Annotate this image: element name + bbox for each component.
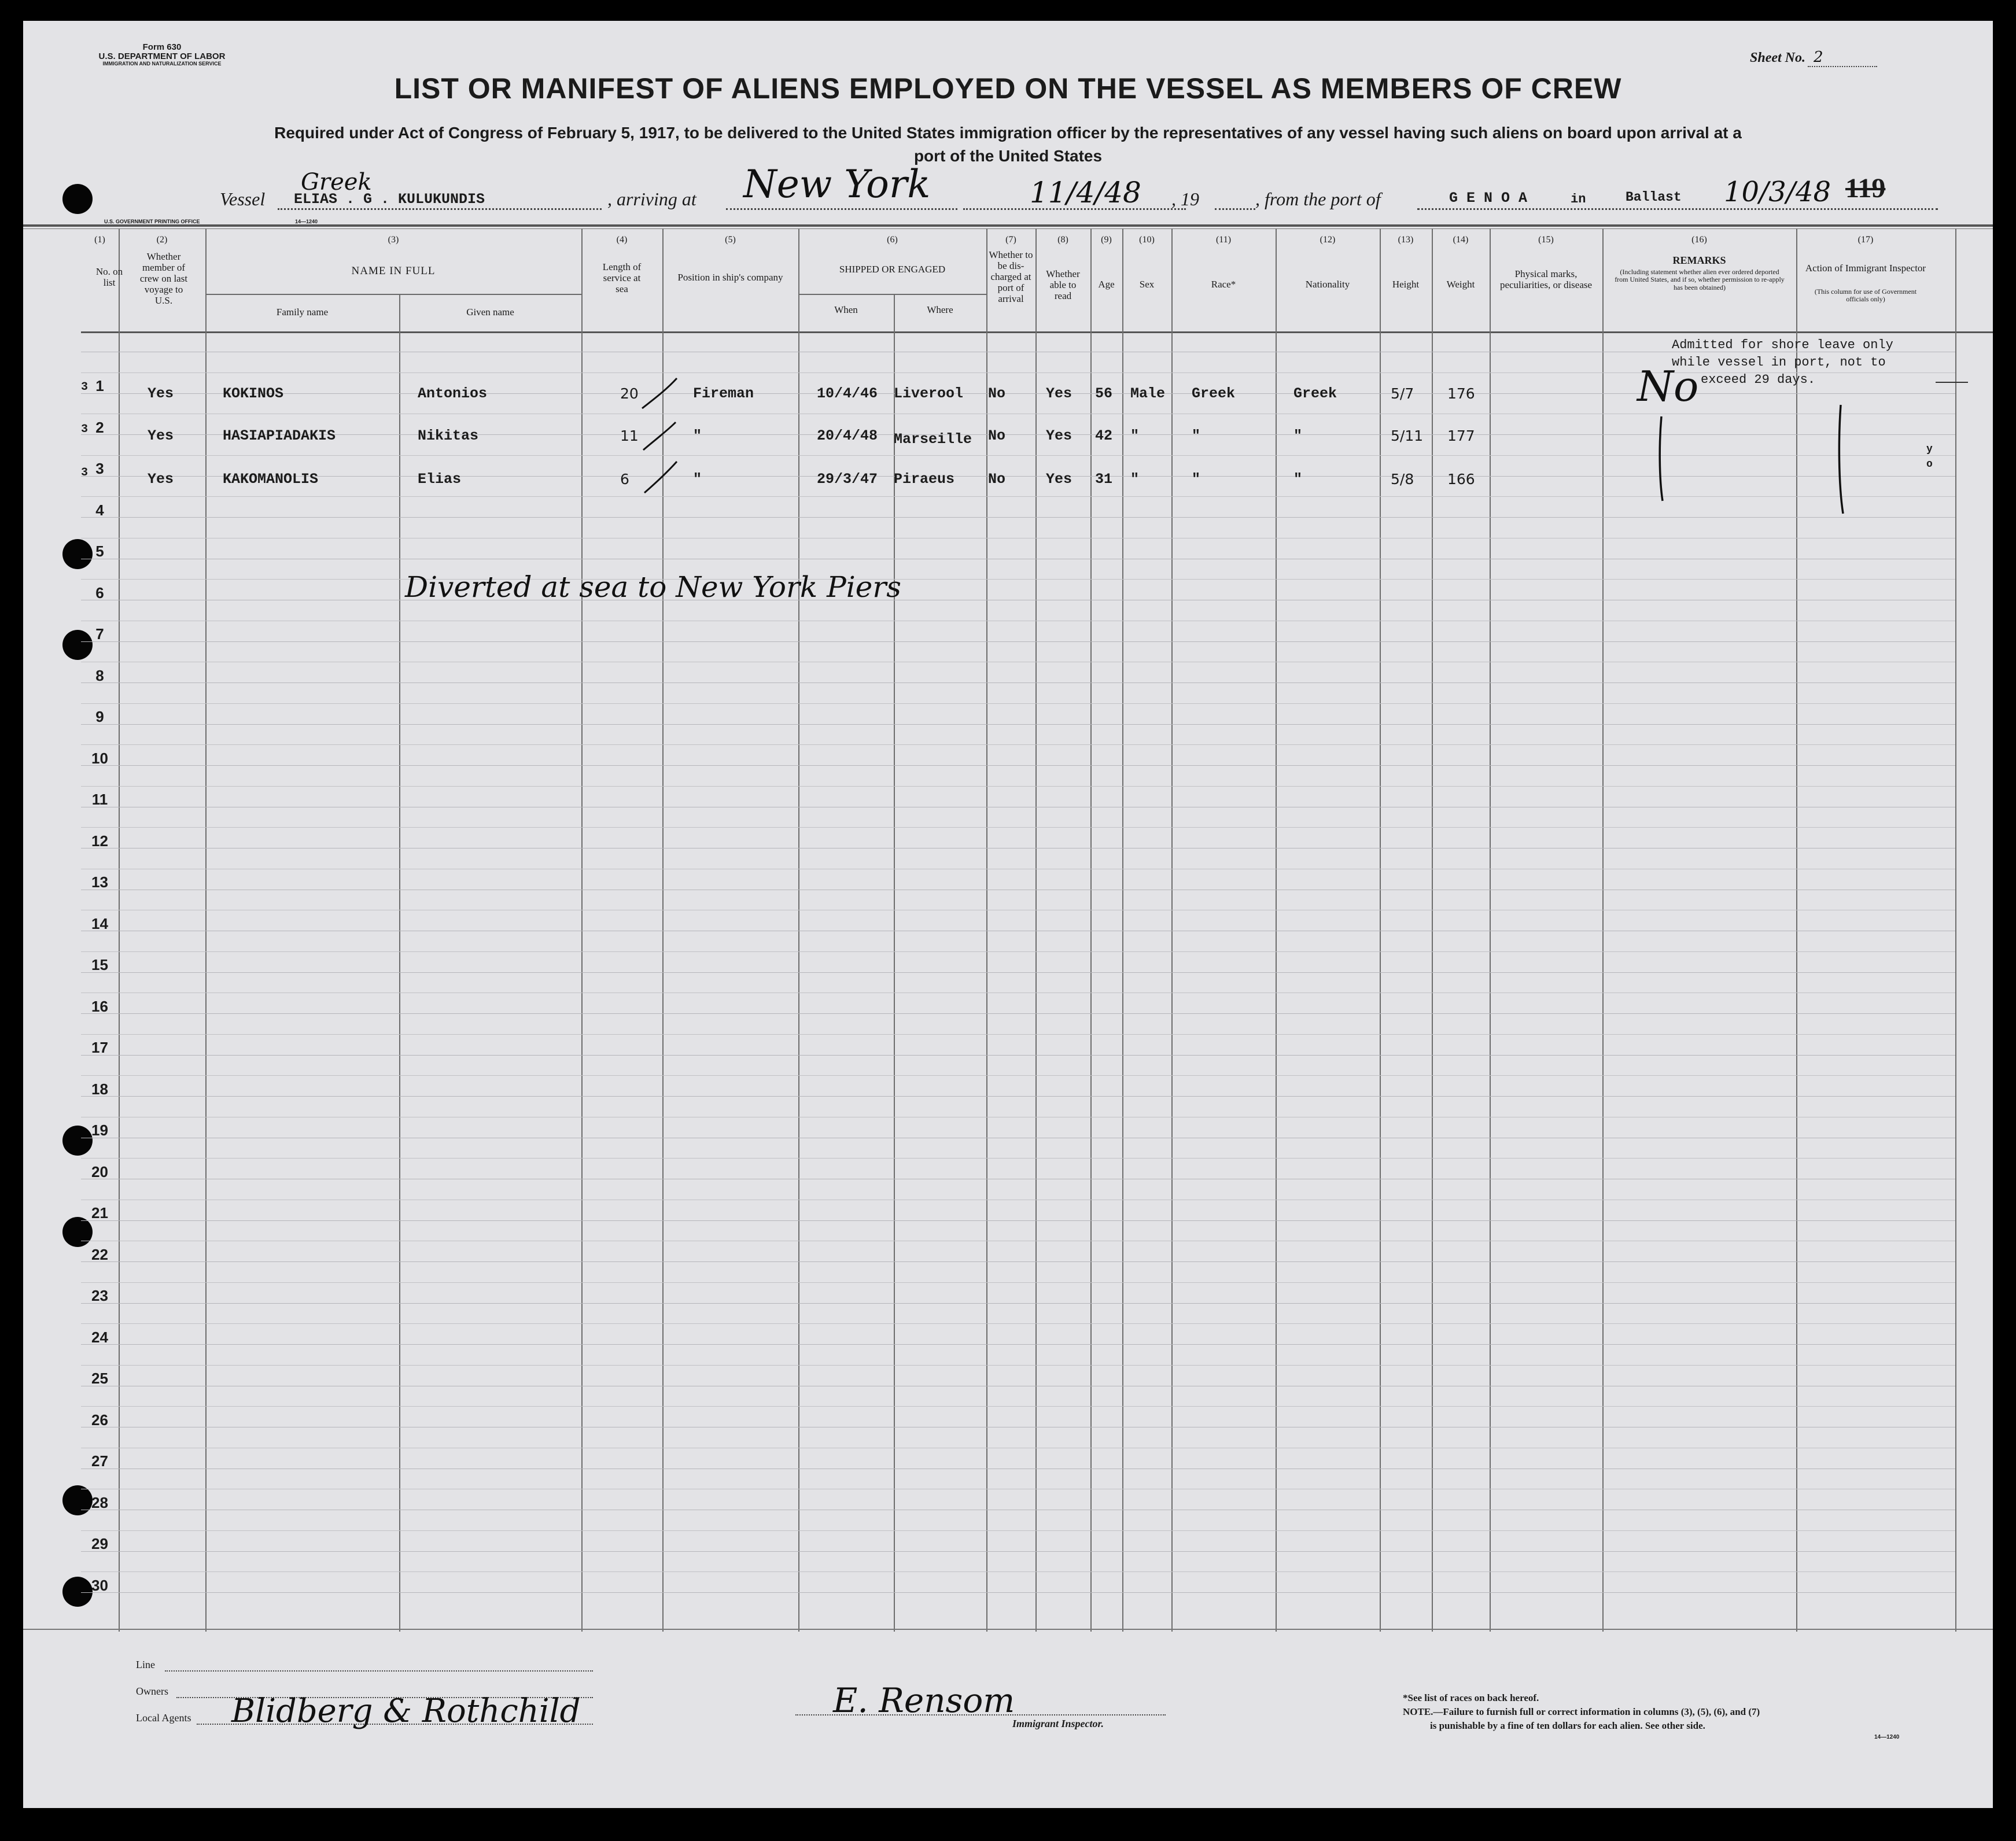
grid-vline [1122, 228, 1123, 1632]
crew-where: Marseille [894, 431, 972, 448]
row-number: 27 [91, 1452, 108, 1470]
row-number: 20 [91, 1163, 108, 1180]
col-sub-family: Family name [276, 307, 329, 318]
crew-service: 20 [620, 385, 639, 402]
crew-position: " [693, 471, 702, 488]
footer-code: 14—1240 [1874, 1734, 1900, 1740]
subtitle-line1: Required under Act of Congress of February 5, 1917, to be delivered to the United States immigration officer by the representatives of any vessel having such aliens on board upon arrival at a [274, 124, 1742, 142]
crew-age: 56 [1095, 385, 1113, 402]
ruled-line [81, 786, 1955, 787]
grid-vline [581, 228, 583, 1632]
crew-given: Elias [418, 471, 462, 488]
crew-sex: " [1130, 427, 1140, 444]
ballast: Ballast [1626, 190, 1682, 205]
ruled-line [81, 1075, 1955, 1076]
inspector-ditto-stroke [1834, 403, 1851, 518]
col-num-12: (12) [1320, 235, 1336, 245]
row-number: 28 [91, 1494, 108, 1511]
crew-margin-mark: 3 [81, 381, 89, 394]
crew-given: Antonios [418, 385, 488, 402]
ruled-line [81, 724, 1955, 725]
grid-vline [1796, 228, 1797, 1632]
ruled-line [81, 1282, 1955, 1283]
col-note-16: (Including statement whether alien ever ordered deported from United States, and if so, whether permission to re-apply has been obtained) [1615, 268, 1785, 292]
row-number: 11 [91, 791, 108, 808]
row-number: 23 [91, 1287, 108, 1304]
form-number: Form 630 [142, 42, 182, 52]
ruled-line [81, 1158, 1955, 1159]
inspector-signature: E. Rensom [833, 1681, 1015, 1720]
flag-handwritten: Greek [301, 169, 372, 195]
grid-vline [894, 294, 895, 1632]
col-head-16: REMARKS [1672, 254, 1726, 266]
manifest-sheet [23, 21, 1993, 1808]
footer-note3: is punishable by a fine of ten dollars for each alien. See other side. [1430, 1720, 1705, 1731]
ruled-line [81, 765, 1955, 766]
crew-race: Greek [1192, 385, 1236, 402]
col-head-12: Nationality [1305, 279, 1350, 290]
grid-vline [798, 228, 799, 1632]
grid-vline [1432, 228, 1433, 1632]
ruled-line [81, 972, 1955, 973]
ruled-line [81, 1344, 1955, 1345]
crew-age: 42 [1095, 427, 1113, 444]
row-number: 17 [91, 1039, 108, 1056]
crew-when: 29/3/47 [817, 471, 878, 488]
row-number: 6 [95, 584, 104, 602]
crew-when: 10/4/46 [817, 385, 878, 402]
col-num-4: (4) [616, 235, 628, 245]
col-head-17: Action of Immigrant Inspector [1805, 263, 1926, 274]
ruled-line [81, 641, 1955, 642]
crew-read: Yes [1046, 427, 1073, 444]
ruled-line [81, 476, 1955, 477]
grid-vline [1171, 228, 1173, 1632]
row-number: 14 [91, 915, 108, 932]
col-head-15: Physical marks, peculiarities, or disease [1499, 268, 1593, 291]
row-number: 9 [95, 708, 104, 725]
crew-weight: 177 [1447, 427, 1475, 444]
col-num-3: (3) [388, 235, 399, 245]
crew-where: Piraeus [894, 471, 955, 488]
row-number: 26 [91, 1411, 108, 1429]
crew-last-voyage: Yes [148, 427, 174, 444]
col-head-5: Position in ship's company [677, 272, 783, 283]
arriving-port: New York [743, 162, 931, 206]
crew-service: 6 [620, 471, 629, 488]
col-note-17: (This column for use of Government officials only) [1814, 287, 1917, 304]
ruled-line [81, 1220, 1955, 1221]
col-head-10: Sex [1139, 279, 1155, 290]
crew-sex: Male [1130, 385, 1166, 402]
handwritten-note: Diverted at sea to New York Piers [405, 570, 901, 604]
crew-last-voyage: Yes [148, 471, 174, 488]
grid-vline [1490, 228, 1491, 1632]
crew-last-voyage: Yes [148, 385, 174, 402]
grid-vline [205, 228, 207, 1632]
crew-nationality: Greek [1293, 385, 1337, 402]
col-head-11: Race* [1211, 279, 1236, 290]
row-number: 4 [95, 501, 104, 519]
col-head-1: No. on list [95, 266, 123, 289]
row-number: 2 [95, 419, 104, 436]
remarks-line3: exceed 29 days. [1701, 372, 1816, 387]
page-title: LIST OR MANIFEST OF ALIENS EMPLOYED ON THE VESSEL AS MEMBERS OF CREW [394, 72, 1622, 105]
grid-vline [1035, 228, 1037, 1632]
col-num-14: (14) [1453, 235, 1469, 245]
row-number: 29 [91, 1535, 108, 1552]
ruled-line [81, 827, 1955, 828]
row-number: 30 [91, 1577, 108, 1594]
ruled-line [81, 1303, 1955, 1304]
ruled-line [81, 1013, 1955, 1014]
remarks-line1: Admitted for shore leave only [1672, 338, 1893, 352]
department-name: U.S. DEPARTMENT OF LABOR [98, 51, 226, 61]
sheet-value: 2 [1808, 49, 1877, 67]
ruled-line [81, 682, 1955, 683]
col-sub-given: Given name [466, 307, 514, 318]
col-head-2: Whether member of crew on last voyage to U.S. [139, 251, 188, 307]
crew-family: KAKOMANOLIS [223, 471, 319, 488]
ruled-line [81, 1551, 1955, 1552]
subtitle-line2: port of the United States [913, 147, 1103, 165]
ruled-line [81, 1530, 1955, 1531]
crew-discharged: No [988, 471, 1006, 488]
year-label: , 19 [1171, 189, 1199, 209]
col-num-9: (9) [1101, 235, 1112, 245]
row-number: 21 [91, 1204, 108, 1222]
printing-code: 14—1240 [295, 219, 318, 224]
crew-service: 11 [620, 427, 639, 444]
crew-margin-mark: 3 [81, 466, 89, 479]
col-num-7: (7) [1005, 235, 1016, 245]
crew-given: Nikitas [418, 427, 479, 444]
crew-race: " [1192, 427, 1201, 444]
printing-office: U.S. GOVERNMENT PRINTING OFFICE [104, 219, 200, 224]
vessel-name: ELIAS . G . KULUKUNDIS [294, 191, 485, 208]
row-number: 25 [91, 1370, 108, 1387]
form-header-block [93, 43, 231, 67]
crew-race: " [1192, 471, 1201, 488]
crew-margin-mark: 3 [81, 423, 89, 436]
crew-nationality: " [1293, 427, 1303, 444]
page-number: 119 [1845, 173, 1886, 204]
col-head-4: Length of service at sea [602, 261, 642, 295]
row-number: 12 [91, 832, 108, 850]
ruled-line [81, 1096, 1955, 1097]
crew-sex: " [1130, 471, 1140, 488]
grid-vline [399, 294, 400, 1632]
grid-vline [119, 228, 120, 1632]
remarks-ditto-stroke [1654, 414, 1672, 507]
line-label: Line [136, 1659, 155, 1670]
ruled-line [81, 744, 1955, 745]
punch-hole [62, 184, 93, 214]
grid-vline [986, 228, 987, 1632]
ruled-line [81, 517, 1955, 518]
ruled-line [81, 1592, 1955, 1593]
footer-note2: NOTE.—Failure to furnish full or correct information in columns (3), (5), (6), and (7) [1403, 1706, 1760, 1717]
ruled-line [81, 496, 1955, 497]
ruled-line [81, 1406, 1955, 1407]
row-number: 16 [91, 998, 108, 1015]
col-num-8: (8) [1057, 235, 1068, 245]
crew-position: Fireman [693, 385, 754, 402]
crew-age: 31 [1095, 471, 1113, 488]
row-number: 7 [95, 625, 104, 643]
ruled-line [81, 951, 1955, 952]
row-number: 5 [95, 543, 104, 560]
remarks-typed [1672, 337, 1893, 389]
check-marks [636, 374, 688, 507]
col-head-6: SHIPPED OR ENGAGED [839, 264, 946, 275]
col-num-10: (10) [1139, 235, 1155, 245]
crew-read: Yes [1046, 385, 1073, 402]
col-num-13: (13) [1398, 235, 1414, 245]
crew-nationality: " [1293, 471, 1303, 488]
crew-discharged: No [988, 427, 1006, 444]
grid-vline [1380, 228, 1381, 1632]
remarks-line2: while vessel in port, not to [1672, 355, 1886, 370]
col-num-11: (11) [1215, 235, 1232, 245]
col-sub-when: When [834, 304, 858, 315]
arriving-label: , arriving at [607, 189, 696, 209]
crew-read: Yes [1046, 471, 1073, 488]
crew-where: Liverool [894, 385, 964, 402]
col-head-9: Age [1098, 279, 1115, 290]
col-num-5: (5) [725, 235, 736, 245]
col-num-15: (15) [1538, 235, 1554, 245]
crew-height: 5/8 [1391, 471, 1414, 488]
row-number: 8 [95, 667, 104, 684]
sheet-label: Sheet No. [1750, 50, 1805, 65]
vessel-label: Vessel [220, 189, 266, 209]
row-number: 13 [91, 873, 108, 891]
grid-vline [1955, 228, 1956, 1632]
col-num-1: (1) [94, 235, 105, 245]
arrival-date: 11/4/48 [1030, 176, 1141, 209]
ruled-line [81, 434, 1955, 435]
sheet-number [1750, 49, 1877, 67]
crew-family: KOKINOS [223, 385, 284, 402]
inspector-label: Immigrant Inspector. [1012, 1718, 1104, 1729]
remarks-handwritten: No [1637, 362, 1699, 411]
col-num-16: (16) [1691, 235, 1707, 245]
ruled-line [81, 579, 1955, 580]
col-head-14: Weight [1446, 279, 1475, 290]
row-number: 18 [91, 1080, 108, 1098]
service-name: IMMIGRATION AND NATURALIZATION SERVICE [102, 60, 222, 67]
ruled-line [81, 1261, 1955, 1262]
grid-vline [1090, 228, 1092, 1632]
row-number: 24 [91, 1329, 108, 1346]
ruled-line [81, 703, 1955, 704]
crew-position: " [693, 427, 702, 444]
crew-weight: 166 [1447, 471, 1475, 488]
ruled-line [81, 1034, 1955, 1035]
ruled-line [81, 1323, 1955, 1324]
grid-vline [1602, 228, 1604, 1632]
col-sub-where: Where [927, 304, 953, 315]
subheader-line [798, 294, 986, 295]
crew-height: 5/11 [1391, 427, 1424, 444]
row-number: 10 [91, 750, 108, 767]
row-number: 15 [91, 956, 108, 973]
ruled-line [81, 1055, 1955, 1056]
footer-note1: *See list of races on back hereof. [1403, 1692, 1539, 1703]
grid-vline [1276, 228, 1277, 1632]
in-label: in [1571, 192, 1586, 206]
row-number: 22 [91, 1246, 108, 1263]
crew-weight: 176 [1447, 385, 1475, 402]
col-head-3: NAME IN FULL [351, 265, 436, 277]
departure-port: G E N O A [1449, 190, 1528, 206]
agents-label: Local Agents [136, 1712, 191, 1724]
col-head-7: Whether to be dis-charged at port of arrival [989, 249, 1033, 305]
row-number: 19 [91, 1121, 108, 1139]
crew-family: HASIAPIADAKIS [223, 427, 336, 444]
col-num-2: (2) [156, 235, 168, 245]
inspector-mark: y o [1926, 444, 1933, 470]
ruled-line [81, 455, 1955, 456]
ruled-line [81, 1571, 1955, 1572]
subheader-line [205, 294, 581, 295]
row-number: 1 [95, 377, 104, 394]
owners-label: Owners [136, 1685, 168, 1697]
agents-value: Blidberg & Rothchild [231, 1692, 581, 1730]
col-num-6: (6) [887, 235, 898, 245]
row-number: 3 [95, 460, 104, 477]
col-num-17: (17) [1857, 235, 1874, 245]
col-head-8: Whether able to read [1046, 268, 1080, 302]
crew-height: 5/7 [1391, 385, 1414, 402]
ruled-line [81, 1365, 1955, 1366]
from-port-label: , from the port of [1255, 189, 1381, 209]
crew-discharged: No [988, 385, 1006, 402]
col-head-13: Height [1392, 279, 1420, 290]
crew-when: 20/4/48 [817, 427, 878, 444]
departure-date: 10/3/48 [1724, 176, 1831, 208]
